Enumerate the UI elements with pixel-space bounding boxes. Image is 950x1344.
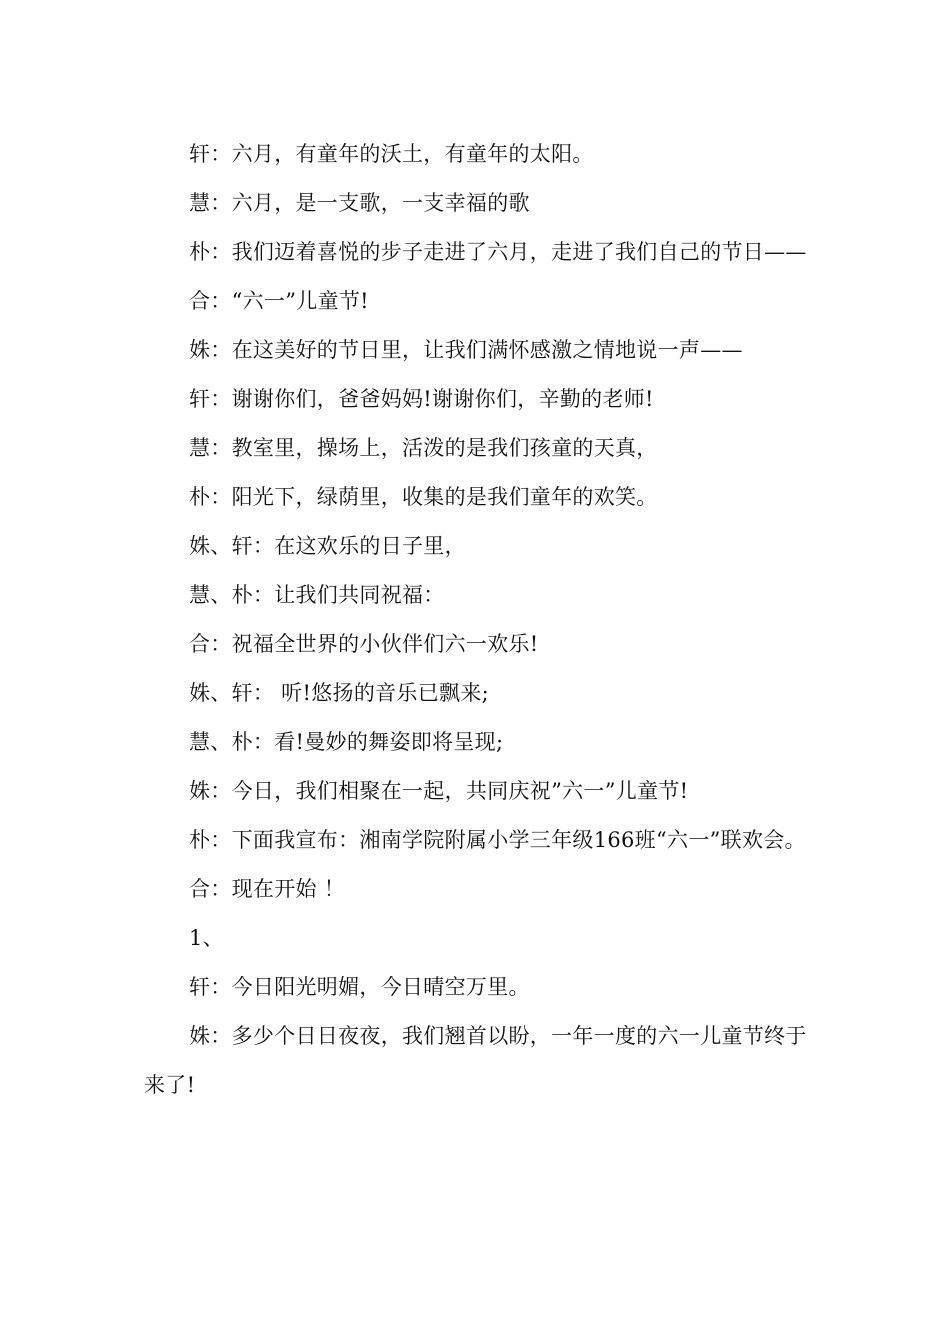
paragraph: 慧：六月，是一支歌，一支幸福的歌 <box>189 191 530 215</box>
paragraph: 轩：六月，有童年的沃土，有童年的太阳。 <box>189 142 594 166</box>
paragraph: 朴：我们迈着喜悦的步子走进了六月，走进了我们自己的节日—— <box>189 240 807 264</box>
paragraph: 合：现在开始 ！ <box>189 877 346 901</box>
paragraph: 朴：下面我宣布：湘南学院附属小学三年级166班“六一”联欢会。 <box>189 828 806 852</box>
paragraph: 合：“六一”儿童节! <box>189 289 369 313</box>
paragraph: 合：祝福全世界的小伙伴们六一欢乐! <box>189 632 539 656</box>
paragraph: 姝：在这美好的节日里，让我们满怀感激之情地说一声—— <box>189 338 743 362</box>
paragraph: 姝：多少个日日夜夜，我们翘首以盼，一年一度的六一儿童节终于来了! <box>144 1024 807 1097</box>
paragraph: 慧：教室里，操场上，活泼的是我们孩童的天真， <box>189 436 658 460</box>
paragraph: 1、 <box>189 926 224 950</box>
paragraph: 慧、朴：看!曼妙的舞姿即将呈现; <box>189 730 504 754</box>
paragraph: 姝、轩：在这欢乐的日子里， <box>189 534 466 558</box>
paragraph: 朴：阳光下，绿荫里，收集的是我们童年的欢笑。 <box>189 485 658 509</box>
paragraph: 姝、轩： 听!悠扬的音乐已飘来; <box>189 681 489 705</box>
paragraph: 慧、朴：让我们共同祝福： <box>189 583 445 607</box>
document-body <box>144 130 808 1110</box>
paragraph: 姝：今日，我们相聚在一起，共同庆祝”六一”儿童节! <box>189 779 689 803</box>
paragraph: 轩：今日阳光明媚，今日晴空万里。 <box>189 975 530 999</box>
paragraph: 轩：谢谢你们，爸爸妈妈!谢谢你们，辛勤的老师! <box>189 387 654 411</box>
